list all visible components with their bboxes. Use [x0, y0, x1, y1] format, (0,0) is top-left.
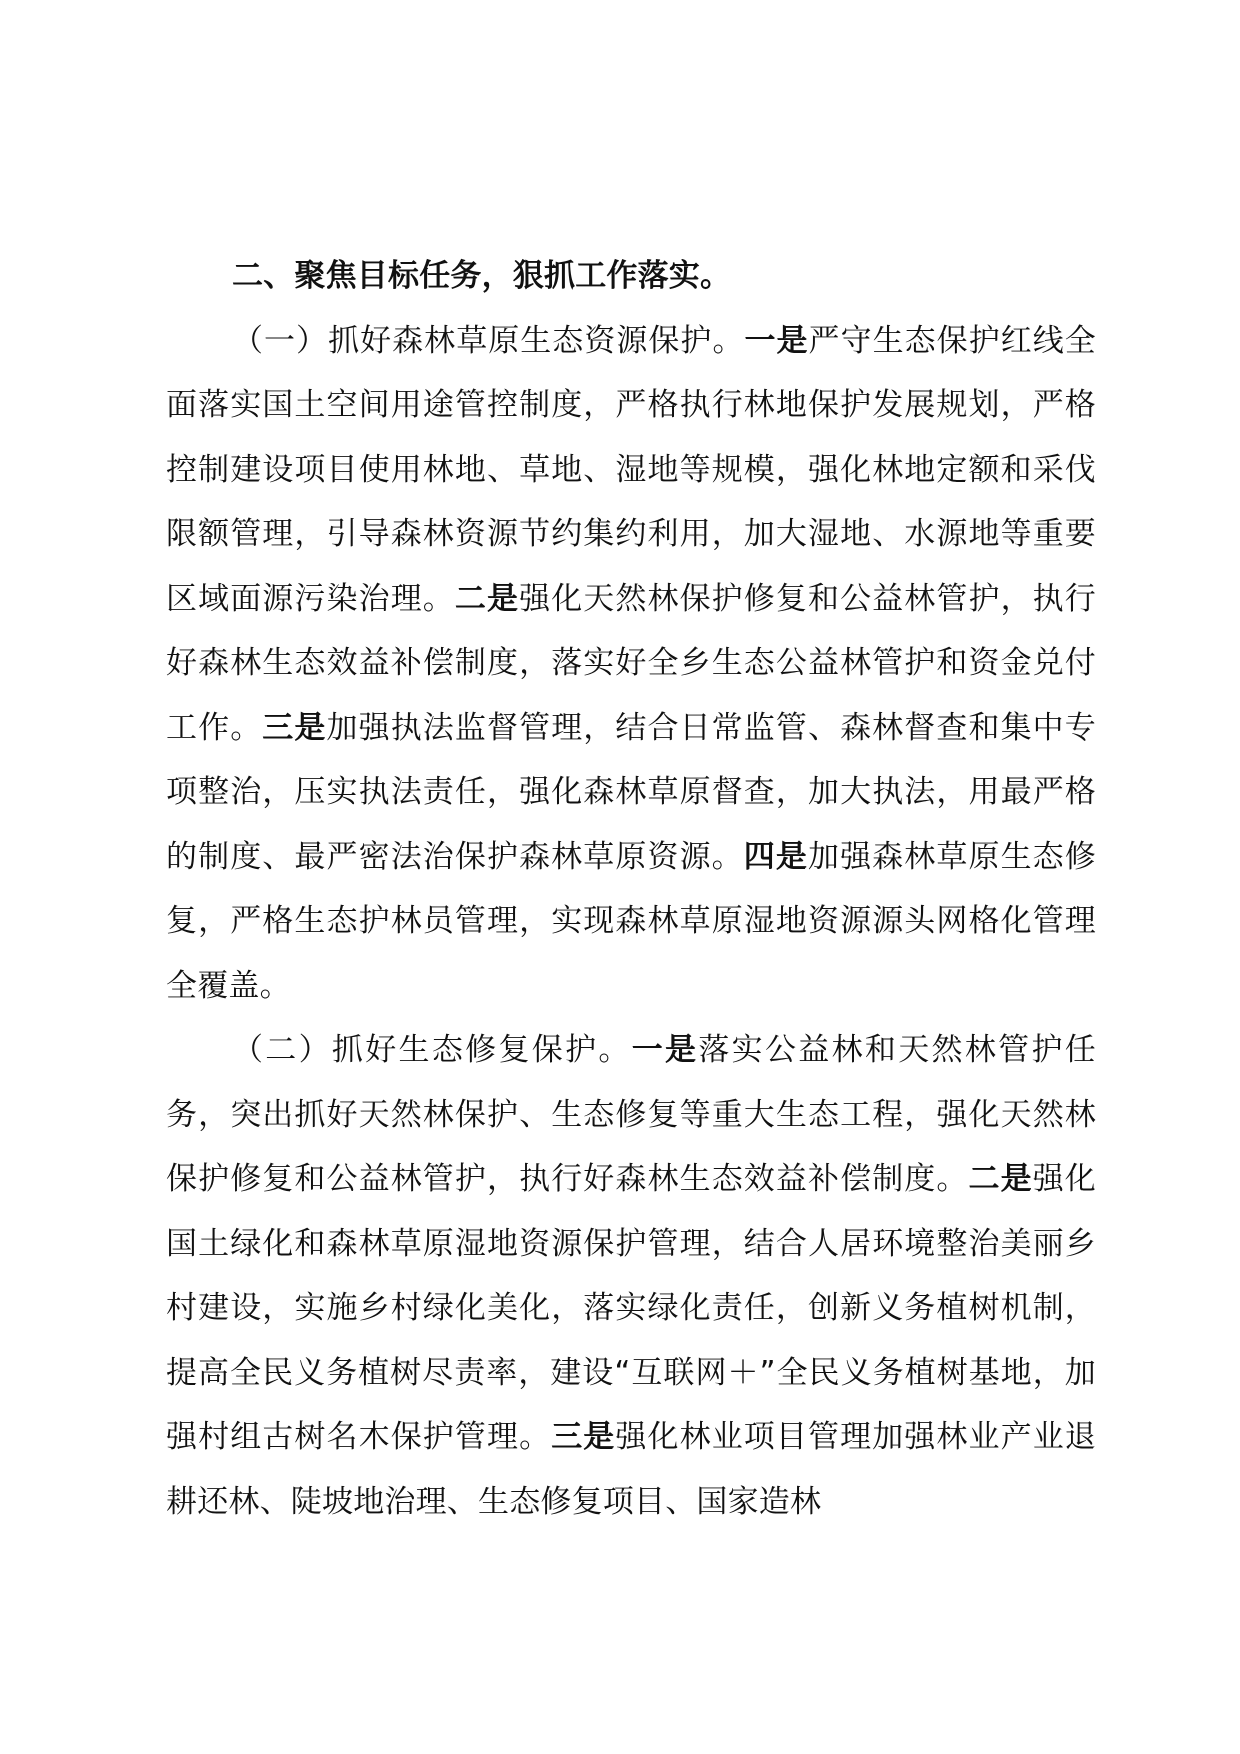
point-lead-2: 二是	[968, 1161, 1033, 1197]
paragraph-title: （一）抓好森林草原生态资源保护。	[232, 322, 745, 359]
point-lead-2: 二是	[454, 580, 520, 617]
point-text-3: 强化林业项目管理加强林业产业退耕还林、陡坡地治理、生态修复项目、国家造林	[166, 1419, 1096, 1520]
point-lead-1: 一是	[744, 322, 809, 359]
point-text-2: 强化天然林保护修复和公益林管护，执行好森林生态效益补偿制度，落实好全乡生态公益林管护和资金兑付工作。	[166, 580, 1096, 746]
point-text-1: 严守生态保护红线全面落实国土空间用途管控制度，严格执行林地保护发展规划，严格控制建设项目使用林地、草地、湿地等规模，强化林地定额和采伐限额管理，引导森林资源节约集约利用，加大湿地、水源地等重要区域面源污染治理。	[166, 322, 1096, 617]
paragraph-title: （二）抓好生态修复保护。	[232, 1032, 632, 1068]
point-lead-4: 四是	[743, 838, 808, 875]
point-text-3: 加强执法监督管理，结合日常监管、森林督查和集中专项整治，压实执法责任，强化森林草原督查，加大执法，用最严格的制度、最严密法治保护森林草原资源。	[166, 709, 1096, 875]
point-lead-1: 一是	[631, 1032, 699, 1068]
section-heading: 二、聚焦目标任务，狠抓工作落实。	[232, 258, 732, 294]
point-lead-3: 三是	[262, 709, 327, 746]
paragraph-ecological-restoration	[166, 1018, 1096, 1534]
point-text-4: 加强森林草原生态修复，严格生态护林员管理，实现森林草原湿地资源源头网格化管理全覆盖。	[166, 838, 1096, 1004]
point-text-1: 落实公益林和天然林管护任务，突出抓好天然林保护、生态修复等重大生态工程，强化天然林保护修复和公益林管护，执行好森林生态效益补偿制度。	[166, 1032, 1096, 1197]
point-text-2: 强化国土绿化和森林草原湿地资源保护管理，结合人居环境整治美丽乡村建设，实施乡村绿化美化，落实绿化责任，创新义务植树机制，提高全民义务植树尽责率，建设“互联网＋”全民义务植树基地，加强村组古树名木保护管理。	[166, 1161, 1097, 1455]
point-lead-3: 三是	[551, 1419, 616, 1455]
paragraph-forest-grassland-protection	[166, 309, 1096, 1019]
document-body	[166, 244, 1096, 1534]
